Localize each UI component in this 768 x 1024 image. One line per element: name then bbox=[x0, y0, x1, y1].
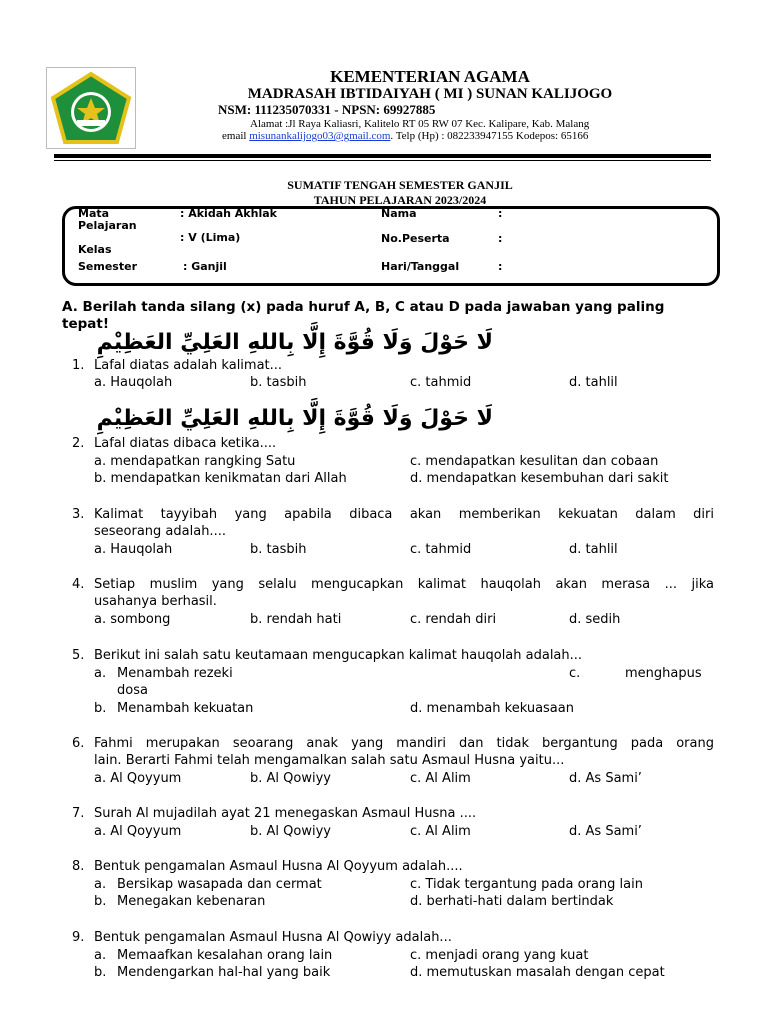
q6-option-a[interactable]: a. Al Qoyyum bbox=[94, 771, 182, 786]
q6-option-c[interactable]: c. Al Alim bbox=[410, 771, 471, 786]
school-ids: NSM: 111235070331 - NPSN: 69927885 bbox=[218, 102, 436, 117]
q9-option-b-letter: b. bbox=[94, 965, 107, 980]
subject-value: : Akidah Akhlak bbox=[180, 207, 277, 220]
q3-number: 3. bbox=[72, 507, 85, 522]
arabic-hauqolah-1: لَا حَوْلَ وَلَا قُوَّةَ إِلَّا بِاللهِ العَلِيِّ العَظِيْمِ bbox=[96, 330, 493, 355]
q9-number: 9. bbox=[72, 930, 85, 945]
phone-postcode: . Telp (Hp) : 082233947155 Kodepos: 65166 bbox=[390, 130, 589, 142]
class-label: Kelas bbox=[78, 243, 112, 256]
q9-option-a[interactable]: Memaafkan kesalahan orang lain bbox=[117, 948, 333, 963]
q8-option-c[interactable]: c. Tidak tergantung pada orang lain bbox=[410, 877, 643, 892]
q3-option-b[interactable]: b. tasbih bbox=[250, 542, 307, 557]
q8-option-a-letter: a. bbox=[94, 877, 107, 892]
date-field[interactable]: : bbox=[498, 260, 503, 273]
q5-option-c-letter: c. bbox=[569, 666, 581, 681]
q8-option-a[interactable]: Bersikap wasapada dan cermat bbox=[117, 877, 322, 892]
q5-option-a[interactable]: Menambah rezeki bbox=[117, 666, 233, 681]
exam-year: TAHUN PELAJARAN 2023/2024 bbox=[313, 193, 487, 207]
arabic-hauqolah-2: لَا حَوْلَ وَلَا قُوَّةَ إِلَّا بِاللهِ العَلِيِّ العَظِيْمِ bbox=[96, 406, 493, 431]
class-value: : V (Lima) bbox=[180, 231, 241, 244]
madrasah-logo bbox=[46, 67, 136, 149]
q4-text-line2: usahanya berhasil. bbox=[94, 594, 217, 609]
participant-number-label: No.Peserta bbox=[381, 232, 450, 245]
q3-option-c[interactable]: c. tahmid bbox=[410, 542, 472, 557]
q1-text: Lafal diatas adalah kalimat... bbox=[94, 358, 283, 373]
q2-option-b[interactable]: b. mendapatkan kenikmatan dari Allah bbox=[94, 471, 347, 486]
q7-option-a[interactable]: a. Al Qoyyum bbox=[94, 824, 182, 839]
participant-number-field[interactable]: : bbox=[498, 232, 503, 245]
q8-option-b[interactable]: Menegakan kebenaran bbox=[117, 894, 266, 909]
q3-text-line2: seseorang adalah.... bbox=[94, 524, 226, 539]
subject-label-2: Pelajaran bbox=[78, 219, 137, 232]
q6-number: 6. bbox=[72, 736, 85, 751]
q8-number: 8. bbox=[72, 859, 85, 874]
school-name: MADRASAH IBTIDAIYAH ( MI ) SUNAN KALIJOGO bbox=[247, 86, 613, 102]
q9-text: Bentuk pengamalan Asmaul Husna Al Qowiyy adalah... bbox=[94, 930, 452, 945]
q4-text-line1: Setiap muslim yang selalu mengucapkan kalimat hauqolah akan merasa ... jika bbox=[94, 577, 714, 592]
q5-option-b-letter: b. bbox=[94, 701, 107, 716]
q5-option-b[interactable]: Menambah kekuatan bbox=[117, 701, 254, 716]
q6-option-b[interactable]: b. Al Qowiyy bbox=[250, 771, 331, 786]
q9-option-c[interactable]: c. menjadi orang yang kuat bbox=[410, 948, 589, 963]
q7-option-d[interactable]: d. As Sami’ bbox=[569, 824, 642, 839]
q3-option-d[interactable]: d. tahlil bbox=[569, 542, 618, 557]
q2-number: 2. bbox=[72, 436, 85, 451]
q2-option-d[interactable]: d. mendapatkan kesembuhan dari sakit bbox=[410, 471, 669, 486]
q5-option-d[interactable]: d. menambah kekuasaan bbox=[410, 701, 574, 716]
q1-option-b[interactable]: b. tasbih bbox=[250, 375, 307, 390]
q5-text: Berikut ini salah satu keutamaan mengucapkan kalimat hauqolah adalah... bbox=[94, 648, 583, 663]
name-field[interactable]: : bbox=[498, 207, 503, 220]
name-label: Nama bbox=[381, 207, 417, 220]
q5-option-c-cont: dosa bbox=[117, 683, 148, 698]
q1-option-c[interactable]: c. tahmid bbox=[410, 375, 472, 390]
q5-option-a-letter: a. bbox=[94, 666, 107, 681]
q2-option-a[interactable]: a. mendapatkan rangking Satu bbox=[94, 454, 296, 469]
q3-option-a[interactable]: a. Hauqolah bbox=[94, 542, 173, 557]
semester-value: : Ganjil bbox=[183, 260, 227, 273]
q3-text-line1: Kalimat tayyibah yang apabila dibaca akan memberikan kekuatan dalam diri bbox=[94, 507, 714, 522]
email-link[interactable]: misunankalijogo03@gmail.com bbox=[249, 130, 391, 142]
q4-option-a[interactable]: a. sombong bbox=[94, 612, 171, 627]
subject-label-1: Mata bbox=[78, 207, 110, 220]
q7-option-b[interactable]: b. Al Qowiyy bbox=[250, 824, 331, 839]
email-label: email bbox=[222, 130, 247, 142]
q6-option-d[interactable]: d. As Sami’ bbox=[569, 771, 642, 786]
q2-text: Lafal diatas dibaca ketika.... bbox=[94, 436, 277, 451]
q6-text-line2: lain. Berarti Fahmi telah mengamalkan salah satu Asmaul Husna yaitu... bbox=[94, 753, 565, 768]
q2-option-c[interactable]: c. mendapatkan kesulitan dan cobaan bbox=[410, 454, 659, 469]
q9-option-a-letter: a. bbox=[94, 948, 107, 963]
q4-option-d[interactable]: d. sedih bbox=[569, 612, 621, 627]
school-address: Alamat :Jl Raya Kaliasri, Kalitelo RT 05 RW 07 Kec. Kalipare, Kab. Malang bbox=[250, 118, 590, 130]
q7-option-c[interactable]: c. Al Alim bbox=[410, 824, 471, 839]
ministry-title: KEMENTERIAN AGAMA bbox=[330, 67, 530, 86]
exam-title: SUMATIF TENGAH SEMESTER GANJIL bbox=[287, 178, 513, 192]
q4-number: 4. bbox=[72, 577, 85, 592]
q9-option-b[interactable]: Mendengarkan hal-hal yang baik bbox=[117, 965, 331, 980]
q8-text: Bentuk pengamalan Asmaul Husna Al Qoyyum adalah.... bbox=[94, 859, 463, 874]
q4-option-b[interactable]: b. rendah hati bbox=[250, 612, 342, 627]
section-a-instruction: A. Berilah tanda silang (x) pada huruf A, B, C atau D pada jawaban yang paling tepat! bbox=[62, 299, 665, 332]
date-label: Hari/Tanggal bbox=[381, 260, 460, 273]
q9-option-d[interactable]: d. memutuskan masalah dengan cepat bbox=[410, 965, 665, 980]
q1-option-d[interactable]: d. tahlil bbox=[569, 375, 618, 390]
q4-option-c[interactable]: c. rendah diri bbox=[410, 612, 497, 627]
q7-text: Surah Al mujadilah ayat 21 menegaskan Asmaul Husna .... bbox=[94, 806, 477, 821]
school-contact bbox=[222, 130, 588, 142]
q5-option-c[interactable]: menghapus bbox=[625, 666, 702, 681]
q8-option-d[interactable]: d. berhati-hati dalam bertindak bbox=[410, 894, 614, 909]
header-divider-thick bbox=[54, 154, 711, 158]
semester-label: Semester bbox=[78, 260, 137, 273]
header-divider-thin bbox=[54, 160, 711, 161]
q7-number: 7. bbox=[72, 806, 85, 821]
q8-option-b-letter: b. bbox=[94, 894, 107, 909]
q1-number: 1. bbox=[72, 358, 85, 373]
q6-text-line1: Fahmi merupakan seoarang anak yang mandiri dan tidak bergantung pada orang bbox=[94, 736, 714, 751]
q1-option-a[interactable]: a. Hauqolah bbox=[94, 375, 173, 390]
q5-number: 5. bbox=[72, 648, 85, 663]
